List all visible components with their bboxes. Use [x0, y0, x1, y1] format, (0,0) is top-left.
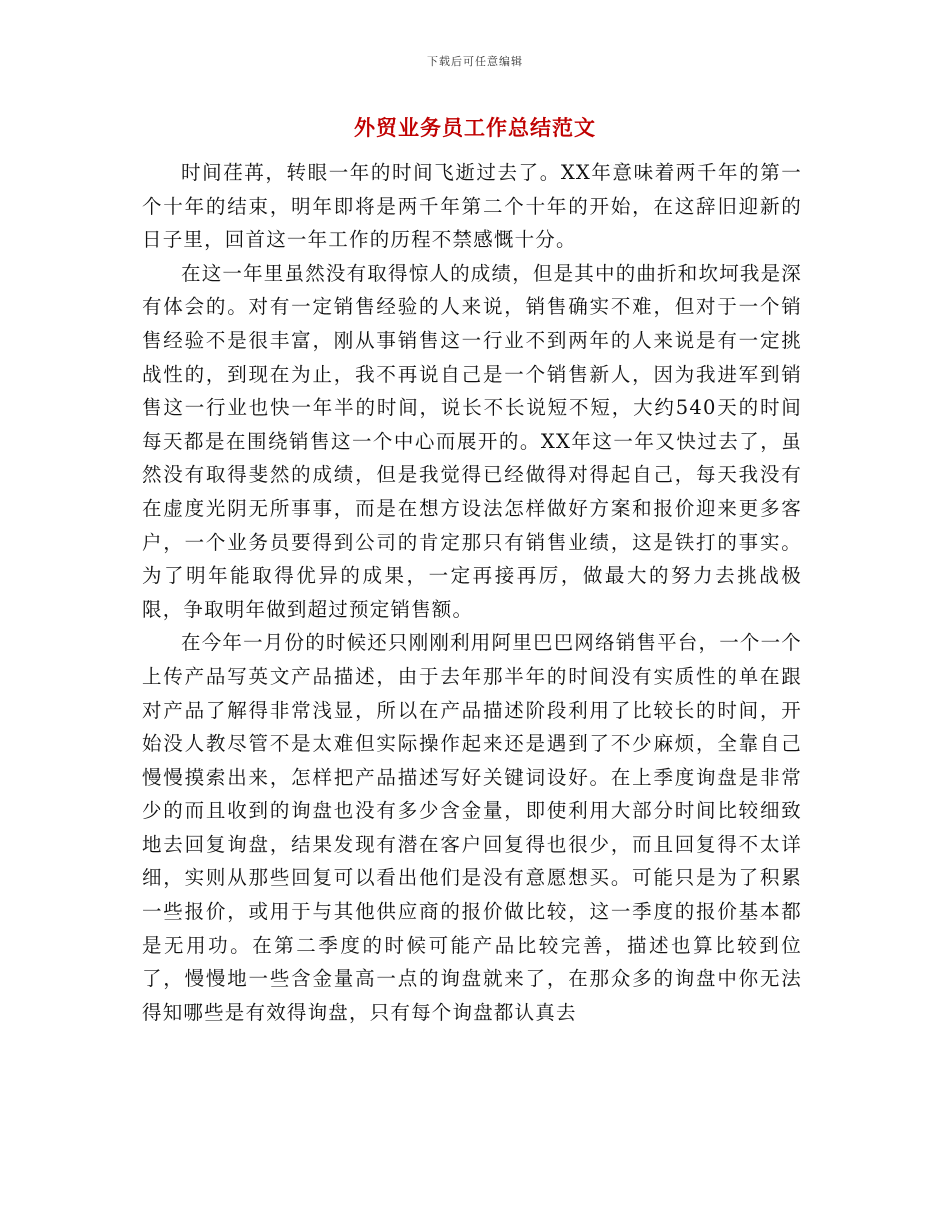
document-body — [142, 156, 802, 1029]
paragraph: 在今年一月份的时候还只刚刚利用阿里巴巴网络销售平台，一个一个上传产品写英文产品描述，由于去年那半年的时间没有实质性的单在跟对产品了解得非常浅显，所以在产品描述阶段利用了比较长的时间，开始没人教尽管不是太难但实际操作起来还是遇到了不少麻烦，全靠自己慢慢摸索出来，怎样把产品描述写好关键词设好。在上季度询盘是非常少的而且收到的询盘也没有多少含金量，即使利用大部分时间比较细致地去回复询盘，结果发现有潜在客户回复得也很少，而且回复得不太详细，实则从那些回复可以看出他们是没有意愿想买。可能只是为了积累一些报价，或用于与其他供应商的报价做比较，这一季度的报价基本都是无用功。在第二季度的时候可能产品比较完善，描述也算比较到位了，慢慢地一些含金量高一点的询盘就来了，在那众多的询盘中你无法得知哪些是有效得询盘，只有每个询盘都认真去 — [142, 631, 803, 1024]
paragraph: 在这一年里虽然没有取得惊人的成绩，但是其中的曲折和坎坷我是深有体会的。对有一定销售经验的人来说，销售确实不难，但对于一个销售经验不是很丰富，刚从事销售这一行业不到两年的人来说是有一定挑战性的，到现在为止，我不再说自己是一个销售新人，因为我进军到销售这一行业也快一年半的时间，说长不长说短不短，大约540天的时间每天都是在围绕销售这一个中心而展开的。XX年这一年又快过去了，虽然没有取得斐然的成绩，但是我觉得已经做得对得起自己，每天我没有在虚度光阴无所事事，而是在想方设法怎样做好方案和报价迎来更多客户，一个业务员要得到公司的肯定那只有销售业绩，这是铁打的事实。为了明年能取得优异的成果，一定再接再厉，做最大的努力去挑战极限，争取明年做到超过预定销售额。 — [142, 261, 803, 621]
document-title: 外贸业务员工作总结范文 — [354, 116, 596, 140]
header-note: 下载后可任意编辑 — [427, 55, 523, 68]
paragraph: 时间荏苒，转眼一年的时间飞逝过去了。XX年意味着两千年的第一个十年的结束，明年即将是两千年第二个十年的开始，在这辞旧迎新的日子里，回首这一年工作的历程不禁感慨十分。 — [142, 161, 802, 252]
